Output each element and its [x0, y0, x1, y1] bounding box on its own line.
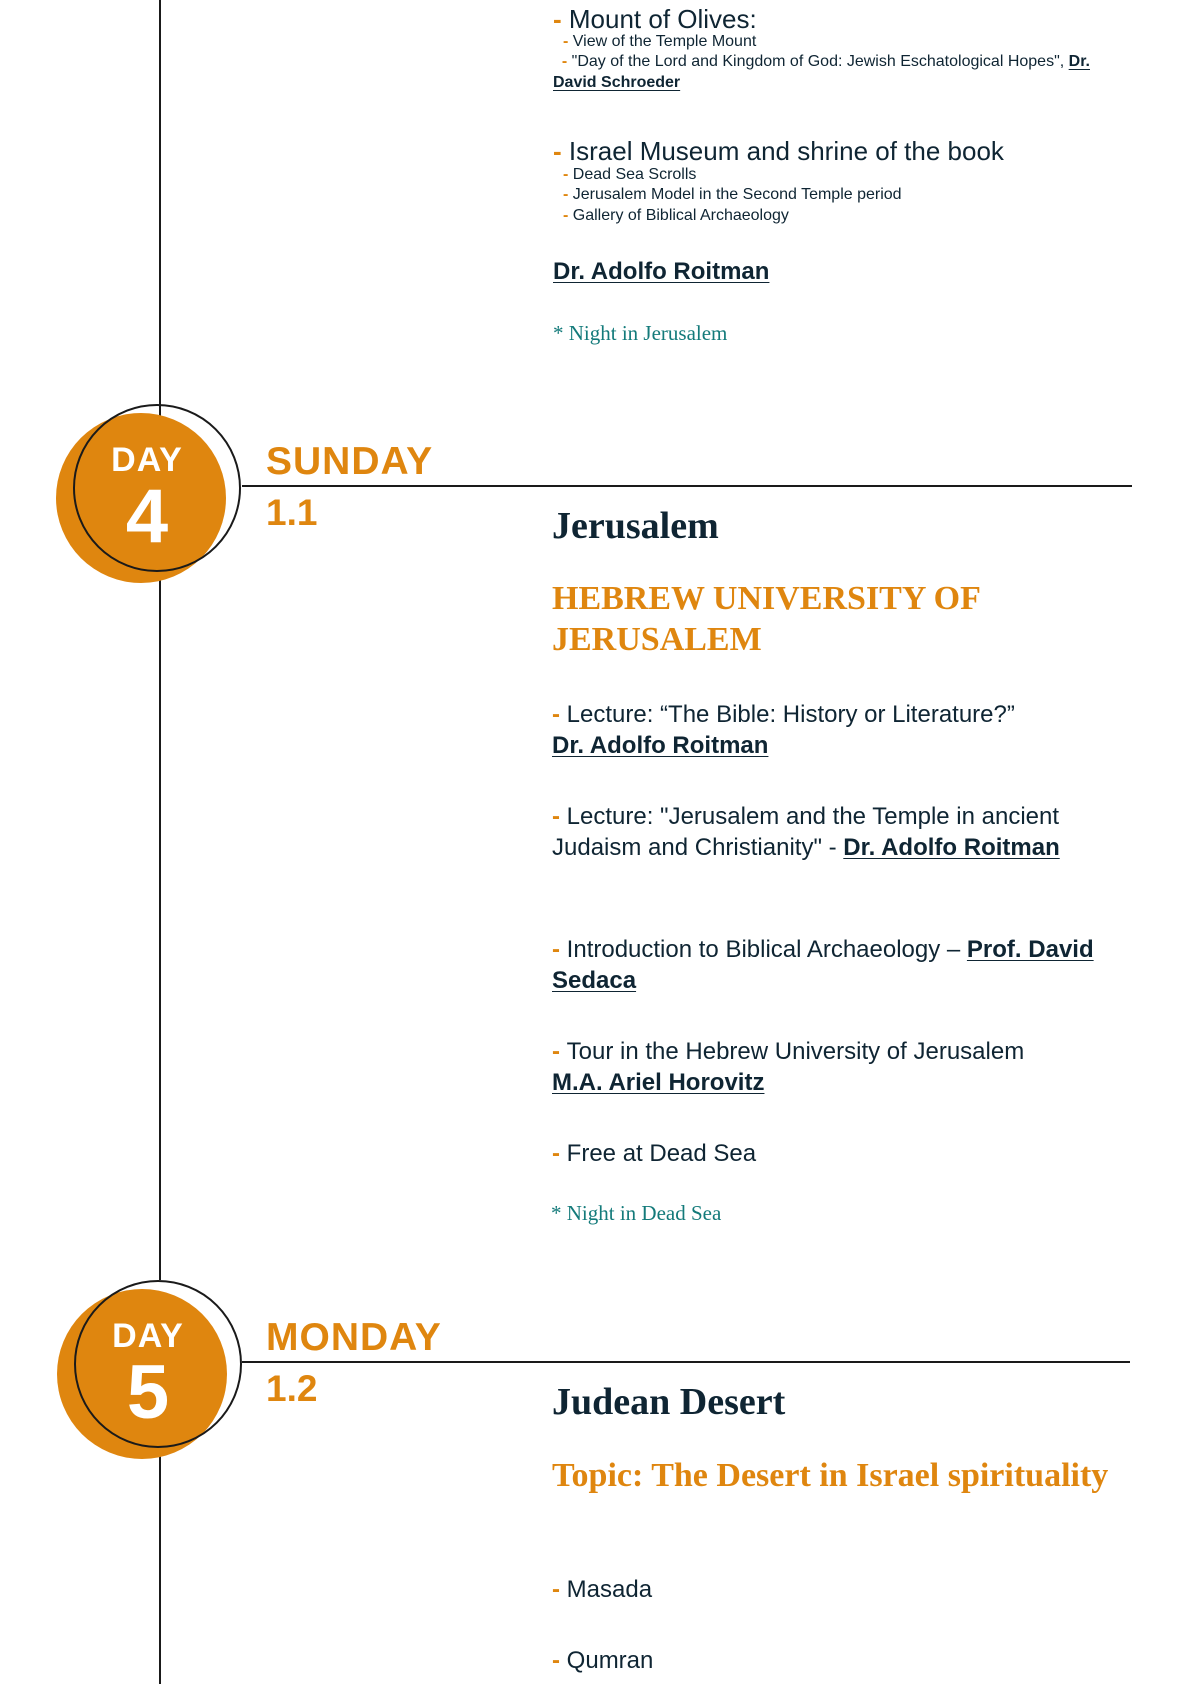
schedule-item: - Introduction to Biblical Archaeology – Prof. David Sedaca — [552, 936, 1094, 994]
night-note: * Night in Jerusalem — [553, 321, 728, 345]
day-badge — [57, 1289, 227, 1459]
museum-sub-1: - Dead Sea Scrolls — [563, 166, 697, 183]
schedule-item: - Free at Dead Sea — [552, 1140, 757, 1167]
badge-day-label: DAY — [111, 441, 183, 479]
schedule-item: - Qumran — [552, 1647, 654, 1674]
location-title: Jerusalem — [552, 505, 719, 547]
day-badge — [56, 413, 226, 583]
schedule-item: - Lecture: "Jerusalem and the Temple in ancient Judaism and Christianity" - Dr. Adolfo Roitman — [552, 803, 1060, 861]
venue-subtitle: HEBREW UNIVERSITY OF JERUSALEM — [552, 580, 980, 658]
weekday-label: MONDAY — [266, 1316, 442, 1359]
lecturer-link[interactable]: Dr. Adolfo Roitman — [552, 732, 769, 759]
topic-subtitle: Topic: The Desert in Israel spirituality — [552, 1457, 1109, 1494]
date-label: 1.2 — [266, 1368, 318, 1409]
mount-of-olives-sub-2: - "Day of the Lord and Kingdom of God: Jewish Eschatological Hopes", Dr. David Schroeder — [553, 53, 1090, 91]
section-divider — [242, 1361, 1130, 1363]
mount-of-olives-sub-1: - View of the Temple Mount — [563, 33, 757, 50]
timeline-line — [159, 575, 161, 1280]
lecturer-link[interactable]: M.A. Ariel Horovitz — [552, 1069, 765, 1096]
location-title: Judean Desert — [552, 1381, 786, 1423]
mount-of-olives-heading: - Mount of Olives: — [553, 4, 757, 34]
weekday-label: SUNDAY — [266, 440, 434, 483]
badge-day-number: 5 — [126, 1350, 170, 1435]
lecturer-link[interactable]: Dr. David Schroeder — [553, 53, 1090, 91]
lecturer-link[interactable]: Dr. Adolfo Roitman — [553, 258, 770, 285]
night-note: * Night in Dead Sea — [551, 1201, 722, 1225]
museum-sub-2: - Jerusalem Model in the Second Temple period — [563, 186, 902, 203]
badge-day-number: 4 — [125, 474, 169, 559]
day3-lecturer — [553, 256, 1123, 287]
lecturer-link[interactable]: Dr. Adolfo Roitman — [843, 834, 1060, 861]
schedule-item: - Masada — [552, 1576, 653, 1603]
section-divider — [242, 485, 1132, 487]
schedule-item: - Tour in the Hebrew University of Jerusalem M.A. Ariel Horovitz — [552, 1038, 1025, 1096]
schedule-item: - Lecture: “The Bible: History or Literature?” Dr. Adolfo Roitman — [552, 701, 1015, 759]
israel-museum-heading: - Israel Museum and shrine of the book — [553, 136, 1004, 166]
badge-day-label: DAY — [112, 1317, 184, 1355]
timeline-line — [159, 0, 161, 420]
timeline-line — [159, 1450, 161, 1684]
museum-sub-3: - Gallery of Biblical Archaeology — [563, 207, 789, 224]
lecturer-link[interactable]: Prof. David Sedaca — [552, 936, 1094, 994]
date-label: 1.1 — [266, 492, 318, 533]
